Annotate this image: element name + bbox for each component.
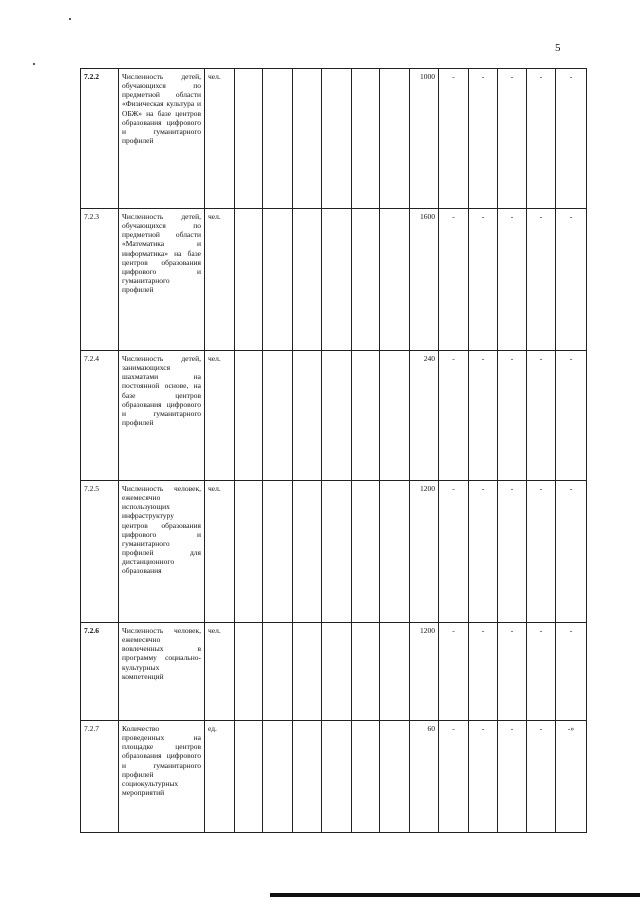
scan-edge-bar <box>270 893 640 897</box>
dash-cell: - <box>527 351 556 481</box>
dash-cell: - <box>527 481 556 623</box>
empty-cell <box>380 623 410 721</box>
empty-cell <box>293 481 322 623</box>
dash-cell: - <box>498 209 527 351</box>
scan-speck <box>69 18 71 20</box>
dash-cell: - <box>439 721 469 833</box>
empty-cell <box>380 69 410 209</box>
dash-cell: - <box>469 623 498 721</box>
empty-cell <box>380 209 410 351</box>
empty-cell <box>263 209 293 351</box>
scan-speck <box>33 63 35 65</box>
row-number: 7.2.4 <box>81 351 119 481</box>
row-number: 7.2.7 <box>81 721 119 833</box>
empty-cell <box>322 209 352 351</box>
dash-cell: - <box>498 481 527 623</box>
unit-cell: чел. <box>205 623 235 721</box>
dash-cell: - <box>527 721 556 833</box>
dash-cell: - <box>439 69 469 209</box>
page-number: 5 <box>555 42 561 54</box>
empty-cell <box>293 721 322 833</box>
dash-cell: - <box>527 209 556 351</box>
empty-cell <box>352 721 380 833</box>
empty-cell <box>263 721 293 833</box>
table-row <box>81 69 587 209</box>
value-cell: 1200 <box>410 481 439 623</box>
unit-cell: чел. <box>205 351 235 481</box>
empty-cell <box>235 69 263 209</box>
unit-cell: чел. <box>205 481 235 623</box>
empty-cell <box>380 351 410 481</box>
empty-cell <box>322 69 352 209</box>
empty-cell <box>235 209 263 351</box>
dash-cell: - <box>556 623 587 721</box>
unit-cell: ед. <box>205 721 235 833</box>
empty-cell <box>293 623 322 721</box>
empty-cell <box>293 351 322 481</box>
empty-cell <box>352 69 380 209</box>
empty-cell <box>352 623 380 721</box>
dash-cell: - <box>469 69 498 209</box>
dash-cell: - <box>527 623 556 721</box>
empty-cell <box>235 623 263 721</box>
empty-cell <box>293 209 322 351</box>
empty-cell <box>263 481 293 623</box>
value-cell: 1000 <box>410 69 439 209</box>
dash-cell: -» <box>556 721 587 833</box>
empty-cell <box>322 351 352 481</box>
row-number: 7.2.6 <box>81 623 119 721</box>
dash-cell: - <box>498 351 527 481</box>
dash-cell: - <box>556 69 587 209</box>
indicator-name: Численность человек, ежемесячно вовлеченных в программу социально-культурных компетенций <box>119 623 205 721</box>
dash-cell: - <box>469 481 498 623</box>
dash-cell: - <box>498 69 527 209</box>
empty-cell <box>352 351 380 481</box>
empty-cell <box>322 623 352 721</box>
dash-cell: - <box>439 623 469 721</box>
empty-cell <box>263 351 293 481</box>
row-number: 7.2.5 <box>81 481 119 623</box>
dash-cell: - <box>439 351 469 481</box>
empty-cell <box>263 69 293 209</box>
dash-cell: - <box>498 721 527 833</box>
table-row <box>81 209 587 351</box>
dash-cell: - <box>556 351 587 481</box>
indicators-table <box>80 68 587 833</box>
table-row <box>81 721 587 833</box>
dash-cell: - <box>527 69 556 209</box>
value-cell: 240 <box>410 351 439 481</box>
unit-cell: чел. <box>205 69 235 209</box>
indicator-name: Численность детей, занимающихся шахматами на постоянной основе, на базе центров образования цифрового и гуманитарного профилей <box>119 351 205 481</box>
empty-cell <box>380 721 410 833</box>
empty-cell <box>235 351 263 481</box>
empty-cell <box>352 209 380 351</box>
empty-cell <box>322 481 352 623</box>
dash-cell: - <box>469 721 498 833</box>
empty-cell <box>293 69 322 209</box>
empty-cell <box>352 481 380 623</box>
dash-cell: - <box>556 209 587 351</box>
empty-cell <box>380 481 410 623</box>
indicator-name: Численность человек, ежемесячно использующих инфраструктуру центров образования цифрового и гуманитарного профилей для дистанционного образования <box>119 481 205 623</box>
dash-cell: - <box>439 481 469 623</box>
empty-cell <box>235 721 263 833</box>
indicator-name: Численность детей, обучающихся по предметной области «Математика и информатика» на базе центров образования цифрового и гуманитарного профилей <box>119 209 205 351</box>
dash-cell: - <box>469 351 498 481</box>
unit-cell: чел. <box>205 209 235 351</box>
dash-cell: - <box>469 209 498 351</box>
value-cell: 60 <box>410 721 439 833</box>
dash-cell: - <box>439 209 469 351</box>
table-row <box>81 351 587 481</box>
dash-cell: - <box>556 481 587 623</box>
row-number: 7.2.2 <box>81 69 119 209</box>
empty-cell <box>322 721 352 833</box>
empty-cell <box>263 623 293 721</box>
indicator-name: Численность детей, обучающихся по предметной области «Физическая культура и ОБЖ» на базе центров образования цифрового и гуманитарного профилей <box>119 69 205 209</box>
indicator-name: Количество проведенных на площадке центров образования цифрового и гуманитарного профилей социокультурных мероприятий <box>119 721 205 833</box>
value-cell: 1200 <box>410 623 439 721</box>
dash-cell: - <box>498 623 527 721</box>
table-row <box>81 481 587 623</box>
value-cell: 1600 <box>410 209 439 351</box>
table-row <box>81 623 587 721</box>
empty-cell <box>235 481 263 623</box>
row-number: 7.2.3 <box>81 209 119 351</box>
